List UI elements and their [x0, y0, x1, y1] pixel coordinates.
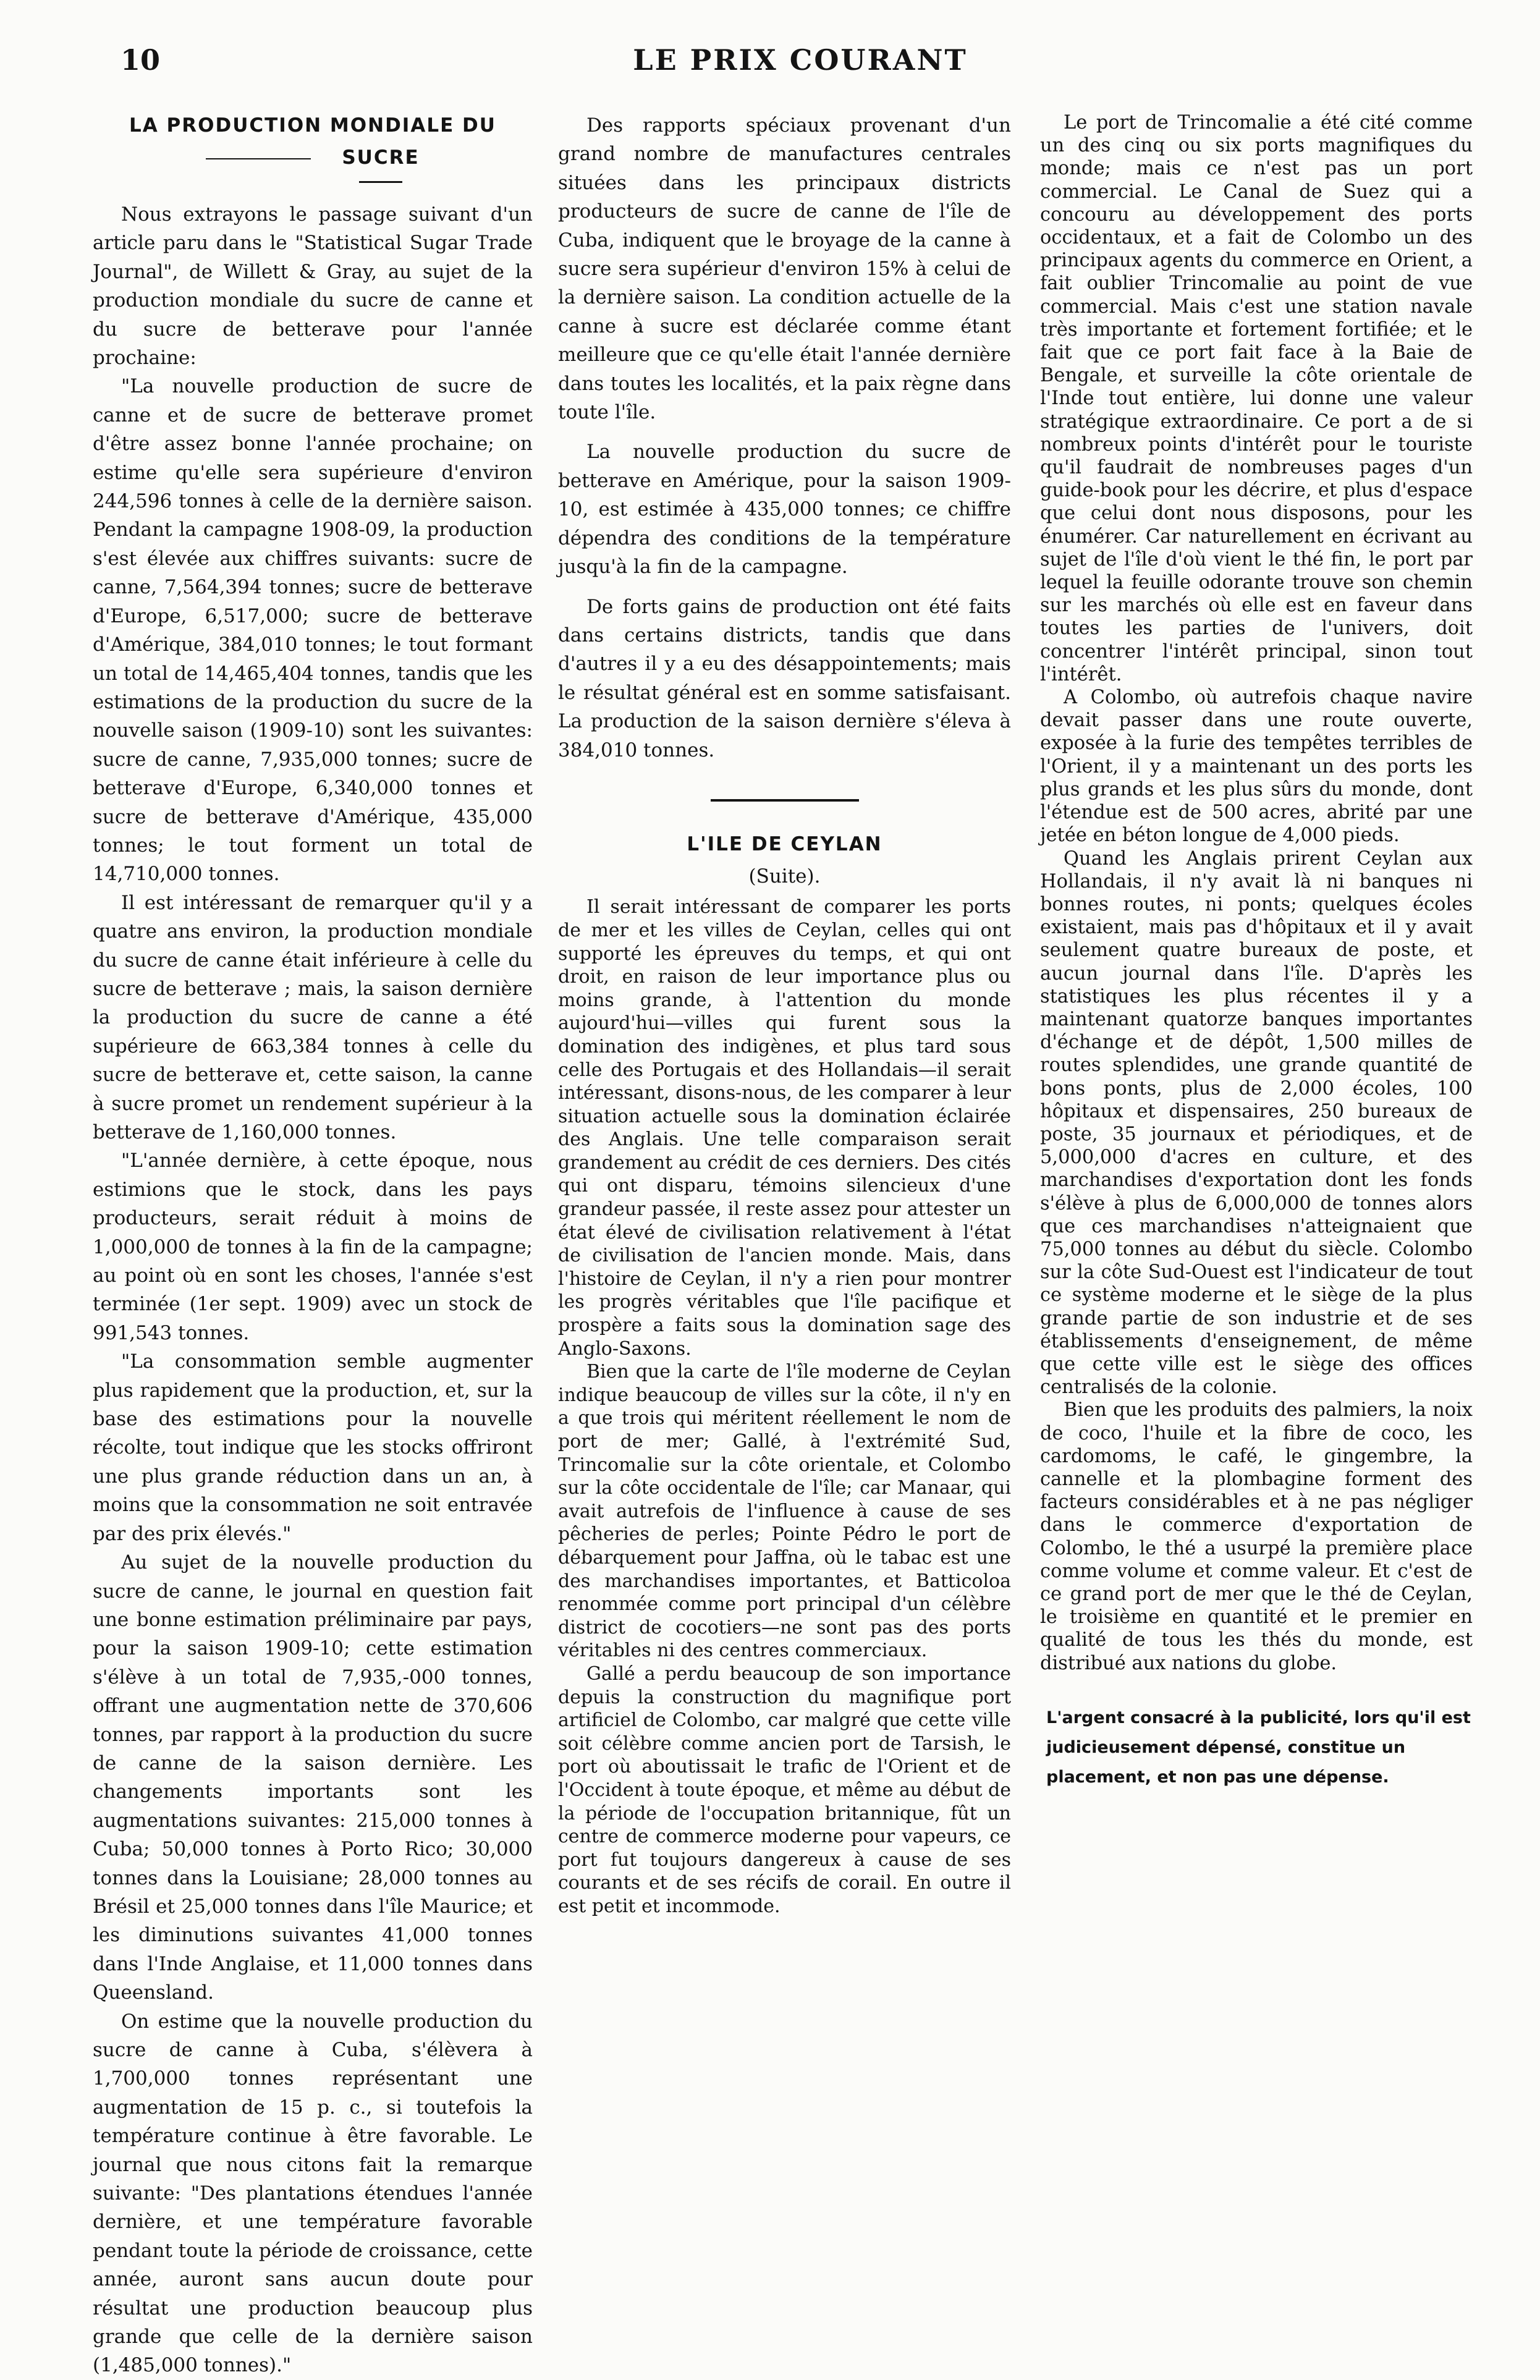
sugar-paragraph: Des rapports spéciaux provenant d'un grand nombre de manufactures centrales situées dans les principaux districts producteurs de sucre de canne de l'île de Cuba, indiquent que le broyage de la canne à sucre sera supérieur d'environ 15% à celui de la dernière saison. La condition actuelle de la canne à sucre est déclarée comme étant meilleure que ce qu'elle était l'année dernière dans toutes les localités, et la paix règne dans toute l'île. [558, 114, 1011, 424]
sugar-paragraph: On estime que la nouvelle production du sucre de canne à Cuba, s'élèvera à 1,700,000 tonnes représentant une augmentation de 15 p. c., si toutefois la température continue à être favorable. Le journal que nous citons fait la remarque suivante: "Des plantations étendues l'année dernière, et une température favorable pendant toute la période de croissance, cette année, auront sans aucun doute pour résultat une production beaucoup plus grande que celle de la dernière saison (1,485,000 tonnes)." [93, 2010, 533, 2377]
sugar-paragraph: Au sujet de la nouvelle production du sucre de canne, le journal en question fait une bonne estimation préliminaire par pays, pour la saison 1909-10; cette estimation s'élève à un total de 7,935,-000 tonnes, offrant une augmentation nette de 370,606 tonnes, par rapport à la production du sucre de canne de la saison dernière. Les changements importants sont les augmentations suivantes: 215,000 tonnes à Cuba; 50,000 tonnes à Porto Rico; 30,000 tonnes dans la Louisiane; 28,000 tonnes au Brésil et 25,000 tonnes dans l'île Maurice; et les diminutions suivantes 41,000 tonnes dans l'Inde Anglaise, et 11,000 tonnes dans Queensland. [93, 1551, 533, 2004]
ceylan-paragraph: Le port de Trincomalie a été cité comme un des cinq ou six ports magnifiques du monde; mais ce n'est pas un port commercial. Le Canal de Suez qui a concouru au développement des ports occidentaux, et a fait de Colombo un des principaux agents du commerce en Orient, a fait oublier Trincomalie au point de vue commercial. Mais c'est une station navale très importante et fortement fortifiée; et le fait que ce port fait face à la Baie de Bengale, et surveille la côte orientale de l'Inde tout entière, lui donne une valeur stratégique extraordinaire. Ce port a de si nombreux points d'intérêt pour le touriste qu'il faudrait de nombreuses pages d'un guide-book pour les décrire, et plus d'espace que celui dont nous disposons, pour les énumérer. Car naturellement en écrivant au sujet de l'île d'où vient le thé fin, le port par lequel la feuille odorante trouve son chemin sur les marchés où elle est en faveur dans toutes les parties de l'univers, doit concentrer l'intérêt principal, sinon tout l'intérêt. [1040, 112, 1473, 685]
ceylan-paragraph: Il serait intéressant de comparer les ports de mer et les villes de Ceylan, celles qui ont supporté les épreuves du temps, et qui ont droit, en raison de leur importance plus ou moins grande, à l'attention du monde aujourd'hui—villes qui furent sous la domination des indigènes, et plus tard sous celle des Portugais et des Hollandais—il serait intéressant, disons-nous, de les comparer à leur situation actuelle sous la domination éclairée des Anglais. Une telle comparaison serait grandement au crédit de ces derniers. Des cités qui ont disparu, témoins silencieux d'une grandeur passée, il reste assez pour attester un état élevé de civilisation relativement à l'état de civilisation de l'ancien monde. Mais, dans l'histoire de Ceylan, il n'y a rien pour montrer les progrès véritables que l'île pacifique et prospère a faits sous la domination sage des Anglo-Saxons. [558, 896, 1011, 1360]
sugar-paragraph: "L'année dernière, à cette époque, nous estimions que le stock, dans les pays producteurs, serait réduit à moins de 1,000,000 de tonnes à la fin de la campagne; au point où en sont les choses, l'année s'est terminée (1er sept. 1909) avec un stock de 991,543 tonnes. [93, 1150, 533, 1344]
sugar-paragraph: La nouvelle production du sucre de betterave en Amérique, pour la saison 1909-10, est estimée à 435,000 tonnes; ce chiffre dépendra des conditions de la température jusqu'à la fin de la campagne. [558, 441, 1011, 578]
article-title-ceylan: L'ILE DE CEYLAN [687, 832, 882, 855]
ceylan-paragraph: Gallé a perdu beaucoup de son importance depuis la construction du magnifique port artificiel de Colombo, car malgré que cette ville soit célèbre comme ancien port de Tarsish, le port où aboutissait le trafic de l'Orient et de l'Occident à toute époque, et même au début de la période de l'occupation britannique, fût un centre de commerce moderne pour vapeurs, ce port fut toujours dangereux à cause de ses courants et de ses récifs de corail. En outre il est petit et incommode. [558, 1662, 1011, 1917]
ceylan-paragraph: Bien que la carte de l'île moderne de Ceylan indique beaucoup de villes sur la côte, il n'y en a que trois qui méritent réellement le nom de port de mer; Gallé, à l'extrémité Sud, Trincomalie sur la côte orientale, et Colombo sur la côte occidentale de l'île; car Manaar, qui avait autrefois de l'influence à cause de ses pêcheries de perles; Pointe Pédro le port de débarquement pour Jaffna, où le tabac est une des marchandises importantes, et Batticoloa renommée comme port principal d'un célèbre district de cocotiers—ne sont pas des ports véritables ni des centres commerciaux. [558, 1361, 1011, 1662]
ceylan-paragraph: Bien que les produits des palmiers, la noix de coco, l'huile et la fibre de coco, les cardomoms, le café, le gingembre, la cannelle et la plombagine forment des facteurs considérables et à ne pas négliger dans le commerce d'exportation de Colombo, le thé a usurpé la première place comme volume et comme valeur. Et c'est de ce grand port de mer que le thé de Ceylan, le troisième en quantité et le premier en qualité de tous les thés du monde, est distribué aux nations du globe. [1040, 1399, 1473, 1674]
article-subtitle-suite: (Suite). [748, 865, 821, 887]
sugar-article-continued [558, 111, 1011, 764]
article-title-sugar-word: SUCRE [342, 143, 419, 183]
article-title-sugar-line2 [93, 143, 533, 183]
sugar-paragraph: De forts gains de production ont été faits dans certains districts, tandis que dans d'autres il y a eu des désappointements; mais le résultat général est en somme satisfaisant. La production de la saison dernière s'éleva à 384,010 tonnes. [558, 595, 1011, 761]
sugar-paragraph: "La consommation semble augmenter plus rapidement que la production, et, sur la base des estimations pour la nouvelle récolte, tout indique que les stocks offriront une plus grande réduction dans un an, à moins que la consommation ne soit entravée par des prix élevés." [93, 1350, 533, 1545]
section-divider [711, 799, 859, 802]
column-2 [558, 111, 1011, 2162]
sugar-paragraph: Nous extrayons le passage suivant d'un article paru dans le "Statistical Sugar Trade Journal", de Willett & Gray, au sujet de la production mondiale du sucre de canne et du sucre de betterave pour l'année prochaine: [93, 203, 533, 370]
article-title-sugar-line1: LA PRODUCTION MONDIALE DU [129, 114, 496, 137]
title-rule-left [206, 158, 311, 159]
ceylan-paragraph: Quand les Anglais prirent Ceylan aux Hollandais, il n'y avait là ni banques ni bonnes routes, ni ponts; quelques écoles existaient, mais pas d'hôpitaux et il y avait seulement quatre bureaux de poste, et aucun journal dans l'île. D'après les statistiques les plus récentes il y a maintenant quatorze banques importantes d'échange et de dépôt, 1,500 milles de routes splendides, une grande quantité de bons ponts, plus de 2,000 écoles, 100 hôpitaux et dispensaires, 250 bureaux de poste, 35 journaux et périodiques, et de 5,000,000 d'acres en culture, et des marchandises d'exportation dont les fonds s'élève à plus de 6,000,000 de tonnes alors que ces marchandises n'atteignaient que 75,000 tonnes au début du siècle. Colombo sur la côte Sud-Ouest est l'indicateur de tout ce système moderne et le siège de la plus grande partie de son industrie et de ses établissements d'enseignement, de même que cette ville est le siège des offices centralisés de la colonie. [1040, 847, 1473, 1399]
advertising-notice: L'argent consacré à la publicité, lors qu'il est judicieusement dépensé, constitue un placement, et non pas une dépense. [1046, 1708, 1471, 1787]
column-1 [93, 111, 533, 2377]
running-title: LE PRIX COURANT [633, 43, 968, 77]
ceylan-article [558, 896, 1011, 1918]
column-3 [1040, 111, 1473, 2162]
sugar-paragraph: "La nouvelle production de sucre de canne et de sucre de betterave promet d'être assez bonne l'année prochaine; on estime qu'elle sera supérieure d'environ 244,596 tonnes à celle de la dernière saison. Pendant la campagne 1908-09, la production s'est élevée aux chiffres suivants: sucre de canne, 7,564,394 tonnes; sucre de betterave d'Europe, 6,517,000; sucre de betterave d'Amérique, 384,010 tonnes; le tout formant un total de 14,465,404 tonnes, tandis que les estimations de la production du sucre de la nouvelle saison (1909-10) sont les suivantes: sucre de canne, 7,935,000 tonnes; sucre de betterave d'Europe, 6,340,000 tonnes et sucre de betterave d'Amérique, 435,000 tonnes; le tout forment un total de 14,710,000 tonnes. [93, 375, 533, 886]
page-header [121, 43, 1480, 87]
sugar-paragraph: Il est intéressant de remarquer qu'il y a quatre ans environ, la production mondiale du sucre de canne était inférieure à celle du sucre de betterave ; mais, la saison dernière la production du sucre de canne a été supérieure de 663,384 tonnes à celle du sucre de betterave et, cette saison, la canne à sucre promet un rendement supérieur à la betterave de 1,160,000 tonnes. [93, 891, 533, 1143]
ceylan-paragraph: A Colombo, où autrefois chaque navire devait passer dans une route ouverte, exposée à la furie des tempêtes terribles de l'Orient, il y a maintenant un des ports les plus grands et les plus sûrs du monde, dont l'étendue est de 500 acres, abrité par une jetée en béton longue de 4,000 pieds. [1040, 687, 1473, 847]
page-number: 10 [121, 43, 161, 77]
